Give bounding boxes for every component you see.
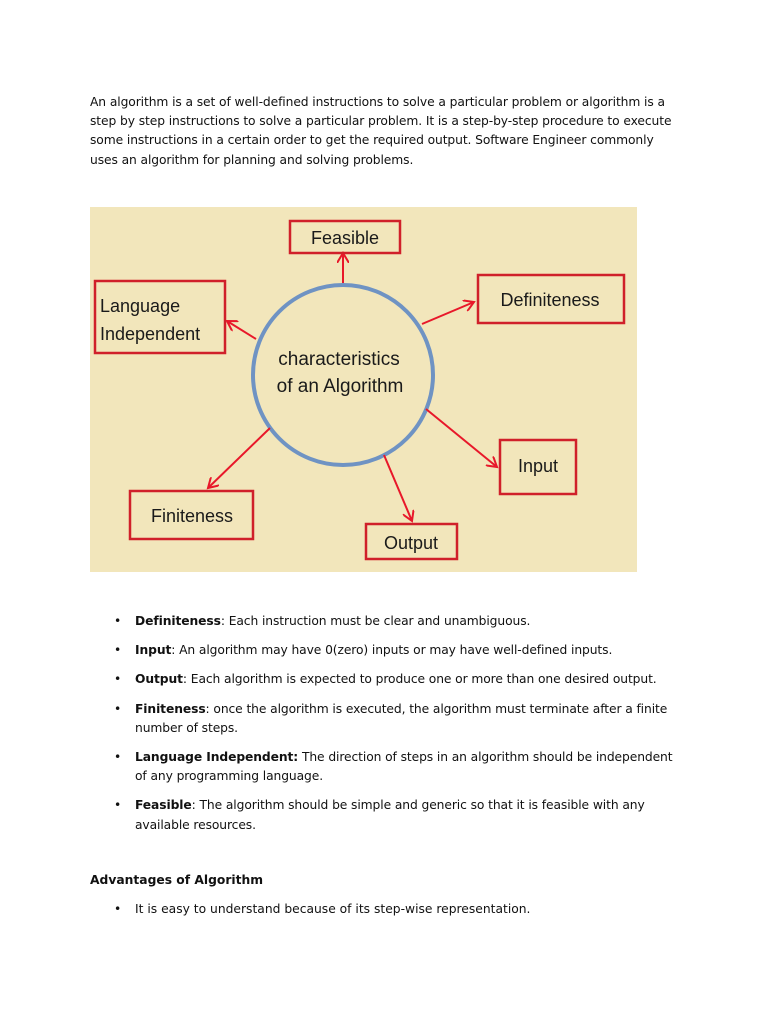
description: : An algorithm may have 0(zero) inputs or may have well-defined inputs. — [171, 643, 613, 658]
arrow-definiteness — [422, 302, 474, 324]
center-circle — [253, 285, 433, 465]
list-item — [90, 612, 680, 631]
list-item — [90, 641, 680, 660]
arrow-input — [426, 409, 497, 467]
bullet-icon: • — [114, 902, 122, 916]
description: : Each instruction must be clear and unambiguous. — [220, 614, 531, 628]
list-item — [90, 670, 680, 689]
term: Output — [135, 672, 183, 687]
intro-paragraph: An algorithm is a set of well-defined instructions to solve a particular problem or algorithm is a step by step instructions to solve a particular problem. It is a step-by-step procedure to execute some instructions in a certain order to get the required output. Software Engineer commonly uses an algorithm for planning and solving problems. — [90, 95, 672, 167]
center-label-line2: of an Algorithm — [276, 376, 404, 397]
bullet-icon: • — [114, 750, 122, 765]
arrow-output — [384, 455, 412, 521]
advantages-heading: Advantages of Algorithm — [90, 873, 264, 887]
description: : once the algorithm is executed, the algorithm must terminate after a finite number of steps. — [135, 701, 668, 735]
bullet-icon: • — [114, 614, 122, 628]
bullet-icon: • — [114, 643, 122, 658]
input-label: Input — [517, 456, 559, 476]
output-label: Output — [383, 533, 439, 553]
term: Finiteness — [135, 701, 206, 716]
term: Input — [135, 643, 172, 658]
term: Definiteness — [135, 614, 221, 628]
advantages-list — [90, 900, 680, 919]
language-label-line1: Language — [100, 296, 181, 316]
definiteness-label: Definiteness — [500, 290, 600, 310]
arrow-language — [227, 321, 256, 339]
center-label-line1: characteristics — [278, 349, 400, 370]
advantage-text: It is easy to understand because of its step-wise representation. — [135, 902, 531, 916]
bullet-icon: • — [114, 701, 122, 716]
list-item — [90, 700, 680, 738]
feasible-label: Feasible — [310, 228, 380, 248]
term: Feasible — [135, 798, 192, 813]
description: The direction of steps in an algorithm should be independent of any programming language. — [135, 750, 673, 784]
list-item — [90, 900, 680, 919]
characteristics-list — [90, 612, 680, 845]
term: Language Independent: — [135, 750, 299, 765]
bullet-icon: • — [114, 798, 122, 813]
bullet-icon: • — [114, 672, 122, 687]
description: : Each algorithm is expected to produce one or more than one desired output. — [182, 672, 657, 687]
language-label-line2: Independent — [100, 324, 201, 344]
description: : The algorithm should be simple and generic so that it is feasible with any available resources. — [135, 798, 645, 832]
list-item — [90, 796, 680, 834]
list-item — [90, 748, 680, 786]
characteristics-diagram — [90, 207, 637, 572]
finiteness-label: Finiteness — [150, 506, 234, 526]
arrow-finiteness — [208, 428, 270, 488]
